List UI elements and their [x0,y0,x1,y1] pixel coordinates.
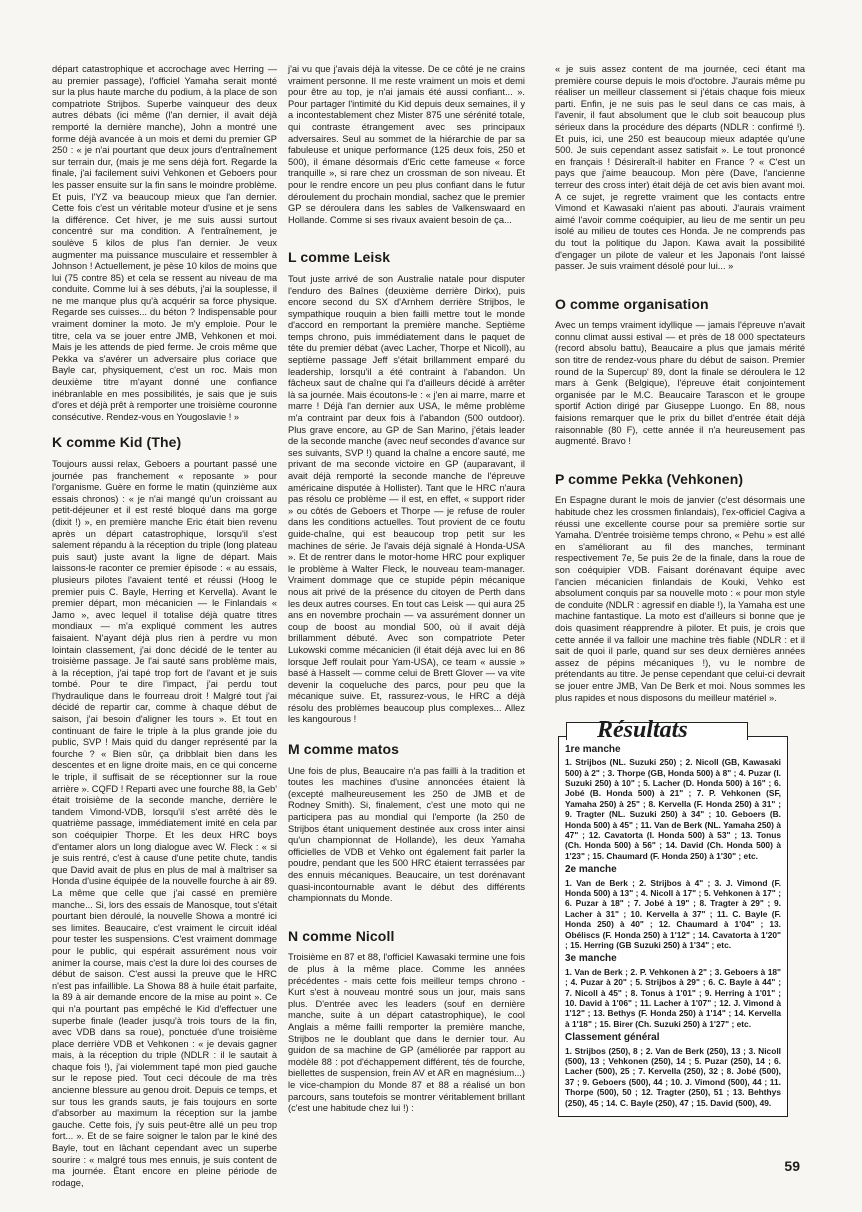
intro-paragraph: j'ai vu que j'avais déjà la vitesse. De ce côté je ne crains vraiment personne. Il me reste vraiment un mois et demi pour être au top, je n'ai jamais été aussi confiant... ». Pour partager l'intimité du Kid depuis deux semaines, il y a incontestablement chez Mister 875 une sérénité totale, qui contraste étrangement avec ses principaux adversaires. Seul au sommet de la hiérarchie de par sa fabuleuse et unique performance (125 deux fois, 250 et 500), il émane désormais d'Eric cette fameuse « force tranquille », si rare chez un crossman de son niveau. Et pour le rendre encore un peu plus confiant dans le futur déroulement du prochain mondial, sachez que le premier GP se déroulera dans les sables de Valkenswaard en Hollande. Comme si ses rivaux avaient besoin de ça... [288,64,525,225]
section-heading-p: P comme Pekka (Vehkonen) [555,470,744,487]
section-body-o: Avec un temps vraiment idyllique — jamais l'épreuve n'avait connu climat aussi estival — et près de 18 000 spectateurs (record absolu battu), Beaucaire a plus que jamais mérité son titre de rendez-vous phare du début de saison. Premier round de la Supercup' 89, dont la finale se déroulera le 12 mars à Genk (Belgique), l'épreuve était conjointement organisée par le M.C. Beaucaire Tarascon et le groupe sportif Action dirigé par Giuseppe Luongo. En 88, nous faisions remarquer que le prix du billet d'entrée était déjà raisonnable (80 F), cette année il n'a heureusement pas augmenté. Bravo ! [555,320,805,447]
section-heading-l: L comme Leisk [288,249,391,266]
section-heading-n: N comme Nicoll [288,927,395,944]
results-title: Résultats [566,722,748,740]
section-heading-k: K comme Kid (The) [52,434,182,451]
results-heading-manche-1: 1re manche [565,743,621,755]
column-3 [555,64,805,1117]
results-general: 1. Strijbos (250), 8 ; 2. Van de Berk (250), 13 ; 3. Nicoll (500), 13 ; Vehkonen (250), 14 ; 5. Puzar (250), 14 ; 6. Lacher (500), 25 ; 7. Kervella (250), 32 ; 8. Jobé (500), 37 ; 9. Geboers (500), 44 ; 10. J. Vimond (500), 44 ; 11. Thorpe (500), 50 ; 12. Tragter (250), 51 ; 13. Behthys (250), 45 ; 14. C. Bayle (250), 47 ; 15. David (500), 49. [565,1045,781,1108]
section-heading-o: O comme organisation [555,295,709,312]
section-body-k: Toujours aussi relax, Geboers a pourtant passé une journée pas franchement « reposante » pour l'organisme. Guère en forme le matin (quinzième aux essais chronos) : « je n'ai mangé qu'un croissant au petit-déjeuner et il est resté bloqué dans ma gorge (dixit !) », en première manche Eric était bien revenu après un départ catastrophique, lorsqu'il s'est salement répandu à la réception du triple (long plateau puis saut) juste avant la ligne de départ. Mais laissons-le raconter ce premier épisode : « au essais, plusieurs pilotes l'avaient tenté et réussi (Hoog le premier puis C. Bayle, Herring et Kervella). Avant le premier départ, mon mécanicien — le Finlandais « Jamo », avec lequel il totalise déjà quatre titres mondiaux — m'a expliqué comment les autres faisaient. N'ayant déjà plus rien à perdre vu mon lointain classement, j'ai donc décidé de le tenter au troisième passage. Je l'ai sauté sans problème mais, à la réception, j'ai tapé trop fort de l'avant et je suis tombé. Pour te dire l'impact, j'ai perdu tout l'hydraulique dans le fourreau droit ! Malgré tout j'ai décidé de repartir car, comme à chaque début de saison, j'ai besoin d'aligner les tours ». Et tout en continuant de faire le triple à la plus grande joie du public, SVP ! Mais quid du danger représenté par la fourche ? « Bien sûr, ça dribblait bien dans les descentes et en ligne droite mais, en ce qui concerne le triple, il suffisait de se réceptionner sur la roue arrière ». CQFD ! Reparti avec une fourche 88, la Geb' était troisième de la seconde manche, derrière le tandem Vimond-VDB, lorsqu'il s'est arrêté dès le quatrième passage, immédiatement imité en cela par son coéquipier Thorpe. Et les deux HRC boys d'entamer alors un long dialogue avec W. Fleck : « si je suis rentré, c'est à cause d'une petite chute, tandis que David avait de plus en plus de mal à maîtriser sa Honda d'usine équipée de la nouvelle fourche à air 89. La même que celle que j'ai cassé en première manche... Si, lors des essais de Manosque, tout s'était pourtant bien déroulé, la nouvelle Showa a montré ici ses limites. Beaucaire, c'est vraiment le circuit idéal pour tester les suspensions. C'est vraiment dommage pour le public, qui espérait assurément nous voir animer la course, mais c'est la dure loi des courses de début de saison. C'est aussi la preuve que le HRC n'est pas infaillible. La Showa 88 à huile était parfaite, la 89 à air demande encore de la mise au point ». Ce qui n'a pourtant pas empêché le Kid d'effectuer une superbe finale (leader jusqu'à trois tours de la fin, avec VDB dans sa roue), ponctuée d'une troisième place derrière VDB et Vehkonen : « je devais gagner mais, à la réception du triple (NDLR : il le sautait à chaque fois !), j'ai violemment tapé mon pied gauche sur le repose pied. Tout ceci découle de ma très ancienne blessure au genou droit. Depuis ce temps, et sur tous les grands sauts, je fais toujours en sorte d'absorber au maximum la réception sur la jambe gauche. Cette fois, j'y suis peut-être allé un peu trop fort... ». Et de se faire soigner le talon par le kiné des Bayle, tout en lâchant cependant avec un superbe sourire : « malgré tous mes ennuis, je suis content de ma journée. Étant encore en pleine période de rodage, [52,459,278,1188]
results-heading-manche-3: 3e manche [565,953,617,965]
results-heading-general: Classement général [565,1032,660,1044]
column-1 [52,64,277,1193]
results-box [558,717,788,1117]
results-manche-3: 1. Van de Berk ; 2. P. Vehkonen à 2" ; 3. Geboers à 18" ; 4. Puzar à 20" ; 5. Strijbos à 29" ; 6. C. Bayle à 44" ; 7. Nicoll à 45" ; 8. Tonus à 1'01" ; 9. Herring à 1'01" ; 10. David à 1'06" ; 11. Lacher à 1'07" ; 12. J. Vimond à 1'12" ; 13. Bethys (F. Honda 250) à 1'14" ; 14. Kervella à 1'18" ; 15. Birer (Ch. Suzuki 250) à 1'27" ; etc. [565,966,781,1029]
section-body-l: Tout juste arrivé de son Australie natale pour disputer l'enduro des Baînes (deuxième derrière Dirkx), puis encore second du SX d'Arnhem derrière Strijbos, le sympathique rouquin a bien failli mettre tout le monde d'accord en remportant la première manche. Septième temps chrono, puis immédiatement dans le paquet de tête du premier débat (avec Lacher, Thorpe et Nicoll), au septième passage Jeff s'était brillamment emparé du leadership, lorsqu'il a été contraint à l'abandon. Un fâcheux saut de chaîne qui l'a d'ailleurs décidé à arrêter là sa journée. Mais écoutons-le : « j'en ai marre, marre et marre ! Déjà l'an dernier aux USA, le même problème m'a contraint par deux fois à l'abandon (500 outdoor). Plus grave encore, au GP de San Marino, j'étais leader de la seconde manche (avec neuf secondes d'avance sur ses suivants, SVP !) quand la chaîne a encore sauté, me privant de ma seconde victoire en GP (auparavant, il avait déjà remporté la seconde manche de l'épreuve américaine disputée à Hollister). Tant que le HRC n'aura pas résolu ce problème — il est, en effet, « support rider » ou côtés de Geboers et Thorpe — je refuse de rouler dans les conditions actuelles. Tout provient de ce foutu guide-chaîne, qui est beaucoup trop petit sur les machines de série. Je l'avais déjà signalé à Honda-USA ». Et de rentrer dans le motor-home HRC pour expliquer le problème à Walter Fleck, le nouveau team-manager. Vraiment dommage que ce stupide pépin mécanique nous ait privé de la présence du citoyen de Perth dans les deux autres courses. En tout cas Leisk — qui aura 25 ans en novembre prochain — va assurément donner un coup de boost au mondial 500, où il avait déjà brillamment débuté. Avec son compatriote Peter Lukowski comme mécanicien (il était déjà avec lui en 86 lorsque Jeff roulait pour Yam-USA), ce team « aussie » basé à Hasselt — comme celui de Brett Glover — va vite devenir la coqueluche des parcs, pour peu que la mécanique suive. Et, rassurez-vous, le HRC a déjà résolu des problèmes beaucoup plus complexes... Allez les kangourous ! [288,273,525,725]
section-body-n: Troisième en 87 et 88, l'officiel Kawasaki termine une fois de plus à la même place. Comme les années précédentes - mais cette fois meilleur temps chrono - Kurt s'est à nouveau montré sous un jour, mais sans plus. D'entrée avec les leaders (souf en dernière manche, suite à un départ catastrophique), le cool Anglais a même failli remporter la première manche, Strijbos ne le doublant que dans le dernier tour. Au guidon de sa machine de GP (améliorée par rapport au modèle 88 : pot d'échappement différent, tés de fourche, biellettes de suspension, frein AV et AR en magnésium...) le vice-champion du Monde 87 et 88 a réalisé un bon parcours, sans toutefois se montrer véritablement brillant (c'est une habitude chez lui !) : [288,952,525,1114]
section-body-m: Une fois de plus, Beaucaire n'a pas failli à la tradition et toutes les machines d'usine annoncées étaient là (excepté malheureusement les 250 de JMB et de Rodney Smith). Si, finalement, c'est une moto qui ne participera pas au mondial qui l'emporte (la 250 de Strijbos étant uniquement destinée aux cross inter ainsi qu'un championnat de Hollande), les deux Yamaha officielles de VDB et Vehko ont également fait parler la poudre, pendant que les 500 HRC étaient terrassées par des ennuis mécaniques. Beaucaire, un test dorénavant quasi-incontournable avant le début des différents championnats du Monde. [288,765,525,904]
results-heading-manche-2: 2e manche [565,864,617,876]
section-heading-m: M comme matos [288,741,399,758]
page-number: 59 [784,1158,800,1174]
intro-paragraph: « je suis assez content de ma journée, ceci étant ma première course depuis le mois d'octobre. J'aurais même pu réaliser un meilleur classement si j'étais chaque fois mieux parti. Enfin, je ne suis pas le seul dans ce cas mais, à l'avenir, il faut absolument que le club soit beaucoup plus sérieux dans la procédure des départs (NDLR : confirmé !). Et puis, ici, une 250 est beaucoup mieux adaptée qu'une 500. Je suis cependant assez satisfait ». Le tout prononcé en français ! Désireraît-il habiter en France ? « C'est un pays que j'aime beaucoup. Mon père (Dave, l'ancienne terreur des cross inter) était déjà de cet avis bien avant moi. A ce sujet, je regrette vraiment que les contacts entre Vimond et Kawasaki n'aient pas abouti. J'aurais vraiment aimé l'avoir comme coéquipier, au lieu de me sentir un peu isolé au milieu de toutes ces Honda. Je ne comprends pas du tout la politique du Japon. Kawa avait la possibilité d'engager un pilote de valeur et les Japonais l'ont laissé passer. Je suis vraiment désolé pour lui... » [555,64,805,272]
results-content [558,736,788,1117]
section-body-p: En Espagne durant le mois de janvier (c'est désormais une habitude chez les crossmen finlandais), l'ex-officiel Cagiva a réussi une excellente course pour sa première sortie sur Yamaha. D'entrée troisième temps chrono, « Pehu » est allé en s'améliorant au fil des manches, terminant respectivement 7e, 5e puis 2e de la finale, dans la roue de son coéquipier VDB. Faisant dorénavant équipe avec l'ancien mécanicien finlandais de Kouki, Vehko est absolument conquis par sa nouvelle moto : « pour mon style de conduite (NDLR : agressif en diable !), la Yamaha est une machine fantastique. La moto est d'ailleurs si bonne que je dois quasiment réapprendre à piloter. Et puis, je crois que cette année il va falloir une machine très fiable (NDLR : et il sait de quoi il parle, quand sur ses deux dernières années assez de pépins mécaniques !), vu le nombre de prétendants au titre. Je pense cependant que celui-ci devrait se jouer entre JMB, Van De Berk et moi. Nous sommes les plus rapides et nous disposons du meilleur matériel ». [555,495,805,703]
intro-paragraph: départ catastrophique et accrochage avec Herring — au premier passage), l'officiel Yamaha serait monté sur la plus haute marche du podium, à la place de son compatriote Strijbos. Superbe vainqueur des deux autres débats (ici même (l'an dernier, il avait déjà remporté la dernière manche), John a montré une forme déjà avancée à un mois et demi du premier GP 250 : « je n'ai pourtant que deux jours d'entraînement sur terrain dur, (mais je me sens déjà fort. Regarde la finale, j'ai facilement suivi Vehkonen et Geboers pour les passer ensuite sur la fin sans le moindre problème. Et puis, l'YZ va beaucoup mieux que l'an dernier. Cette fois c'est un véritable moteur d'usine et je sens la différence. Cet hiver, je me suis aussi surtout concentré sur ma condition. A l'entraînement, je soulève 5 kilos de plus l'an dernier. Je veux augmenter ma puissance musculaire et ressembler à Johnson ! Actuellement, je pèse 10 kilos de moins que lui (75 contre 85) et cela se ressent au niveau de ma conduite. Comme lui à ses débuts, j'ai la souplesse, il ne me manque plus qu'à acquérir sa force physique. Regarde ses cuisses... du béton ? Indispensable pour vraiment dominer la moto. Je m'y emploie. Pour le titre, cela va se jouer entre JMB, Vehkonen et moi. Mais je les attends de pied ferme. Je crois même que Pekka va s'avérer un adversaire plus coriace que Bayle car, physiquement, c'est un roc. Mais mon deuxième titre m'ayant donné une confiance inébranlable en mes possibilités, je sais que je suis d'ores et déjà prêt à remporter une troisième couronne consécutive. Rendez-vous en Yougoslavie ! » [52,64,277,422]
column-2 [288,64,525,1119]
results-manche-1: 1. Strijbos (NL. Suzuki 250) ; 2. Nicoll (GB, Kawasaki 500) à 2" ; 3. Thorpe (GB, Honda 500) à 8" ; 4. Puzar (I. Suzuki 250) à 10" ; 5. Lacher (D. Honda 500) à 16" ; 6. Jobé (B. Honda 500) à 21" ; 7. P. Vehkonen (SF, Yamaha 250) à 25" ; 8. Kervella (F. Honda 250) à 31" ; 9. Tragter (NL. Suzuki 250) à 34" ; 10. Geboers (B. Honda 500) à 45" ; 11. Van de Berk (NL. Yamaha 250) à 47" ; 12. Cavatorta (I. Honda 500) à 53" ; 13. Tonus (Ch. Honda 500) à 56" ; 14. David (Ch. Honda 500) à 1'23" ; 15. Chaumard (F. Honda 250) à 1'30" ; etc. [565,757,781,861]
results-manche-2: 1. Van de Berk ; 2. Strijbos à 4" ; 3. J. Vimond (F. Honda 500) à 13" ; 4. Nicoll à 17" ; 5. Vehkonen à 17" ; 6. Puzar à 18" ; 7. Jobé à 19" ; 8. Tragter à 29" ; 9. Lacher à 31" ; 10. Kervella à 37" ; 11. C. Bayle (F. Honda 250) à 40" ; 12. Chaumard à 1'04" ; 13. Obéliscs (F. Honda 250) à 1'12" ; 14. Cavatorta à 1'20" ; 15. Herring (GB Suzuki 250) à 1'34" ; etc. [565,877,781,950]
